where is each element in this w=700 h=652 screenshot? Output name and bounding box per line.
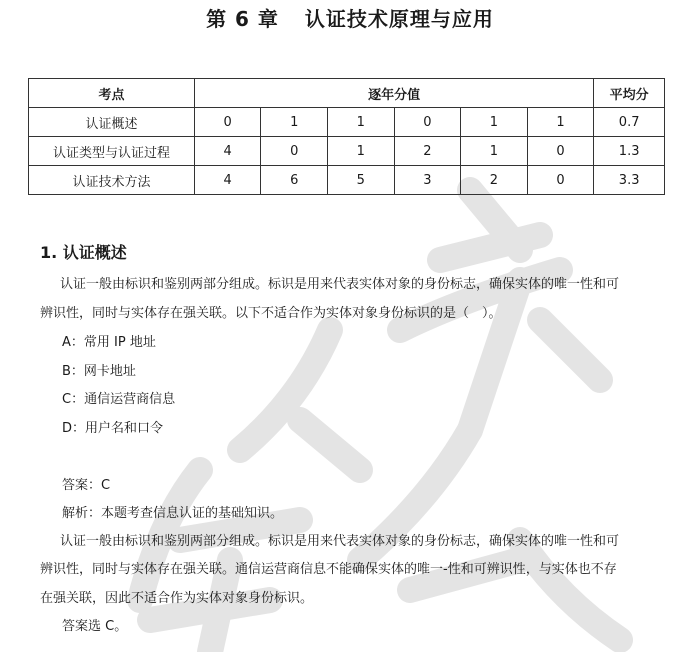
score-cell: 1: [328, 108, 395, 137]
average-cell: 3.3: [594, 166, 665, 195]
table-row: [29, 108, 665, 137]
header-average: 平均分: [594, 79, 665, 108]
final-answer: 答案选 C。: [62, 619, 128, 634]
score-cell: 0: [527, 166, 594, 195]
chapter-number: 第 6 章: [206, 7, 279, 31]
table-row: [29, 166, 665, 195]
option-d: D：用户名和口令: [62, 421, 164, 436]
score-cell: 4: [194, 137, 261, 166]
score-cell: 1: [527, 108, 594, 137]
analysis-label: 解析：本题考查信息认证的基础知识。: [62, 506, 284, 521]
score-cell: 0: [194, 108, 261, 137]
score-cell: 1: [461, 137, 528, 166]
analysis-line: 辨识性，同时与实体存在强关联。通信运营商信息不能确保实体的唯一-性和可辨识性，与实体也不存: [40, 562, 617, 577]
score-cell: 5: [328, 166, 395, 195]
score-cell: 0: [527, 137, 594, 166]
row-topic: 认证类型与认证过程: [29, 137, 195, 166]
row-topic: 认证概述: [29, 108, 195, 137]
header-yearly-scores: 逐年分值: [194, 79, 593, 108]
section-heading: 1. 认证概述: [40, 243, 127, 262]
average-cell: 1.3: [594, 137, 665, 166]
option-a: A：常用 IP 地址: [62, 335, 156, 350]
answer-line: 答案：C: [62, 478, 111, 493]
score-cell: 3: [394, 166, 461, 195]
score-cell: 2: [394, 137, 461, 166]
score-cell: 1: [461, 108, 528, 137]
chapter-title: [0, 3, 700, 32]
chapter-name: 认证技术原理与应用: [304, 7, 494, 31]
score-cell: 0: [394, 108, 461, 137]
analysis-line: 在强关联，因此不适合作为实体对象身份标识。: [40, 591, 314, 606]
score-cell: 4: [194, 166, 261, 195]
score-cell: 1: [328, 137, 395, 166]
average-cell: 0.7: [594, 108, 665, 137]
score-table: [28, 78, 665, 195]
score-cell: 0: [261, 137, 328, 166]
row-topic: 认证技术方法: [29, 166, 195, 195]
score-cell: 2: [461, 166, 528, 195]
question-line: 认证一般由标识和鉴别两部分组成。标识是用来代表实体对象的身份标志，确保实体的唯一性和可: [60, 277, 620, 292]
question-line: 辨识性，同时与实体存在强关联。以下不适合作为实体对象身份标识的是（ ）。: [40, 306, 502, 321]
analysis-line: 认证一般由标识和鉴别两部分组成。标识是用来代表实体对象的身份标志，确保实体的唯一性和可: [60, 534, 620, 549]
option-c: C：通信运营商信息: [62, 392, 176, 407]
score-cell: 6: [261, 166, 328, 195]
table-row: [29, 137, 665, 166]
score-cell: 1: [261, 108, 328, 137]
option-b: B：网卡地址: [62, 364, 136, 379]
table-header-row: [29, 79, 665, 108]
header-topic: 考点: [29, 79, 195, 108]
